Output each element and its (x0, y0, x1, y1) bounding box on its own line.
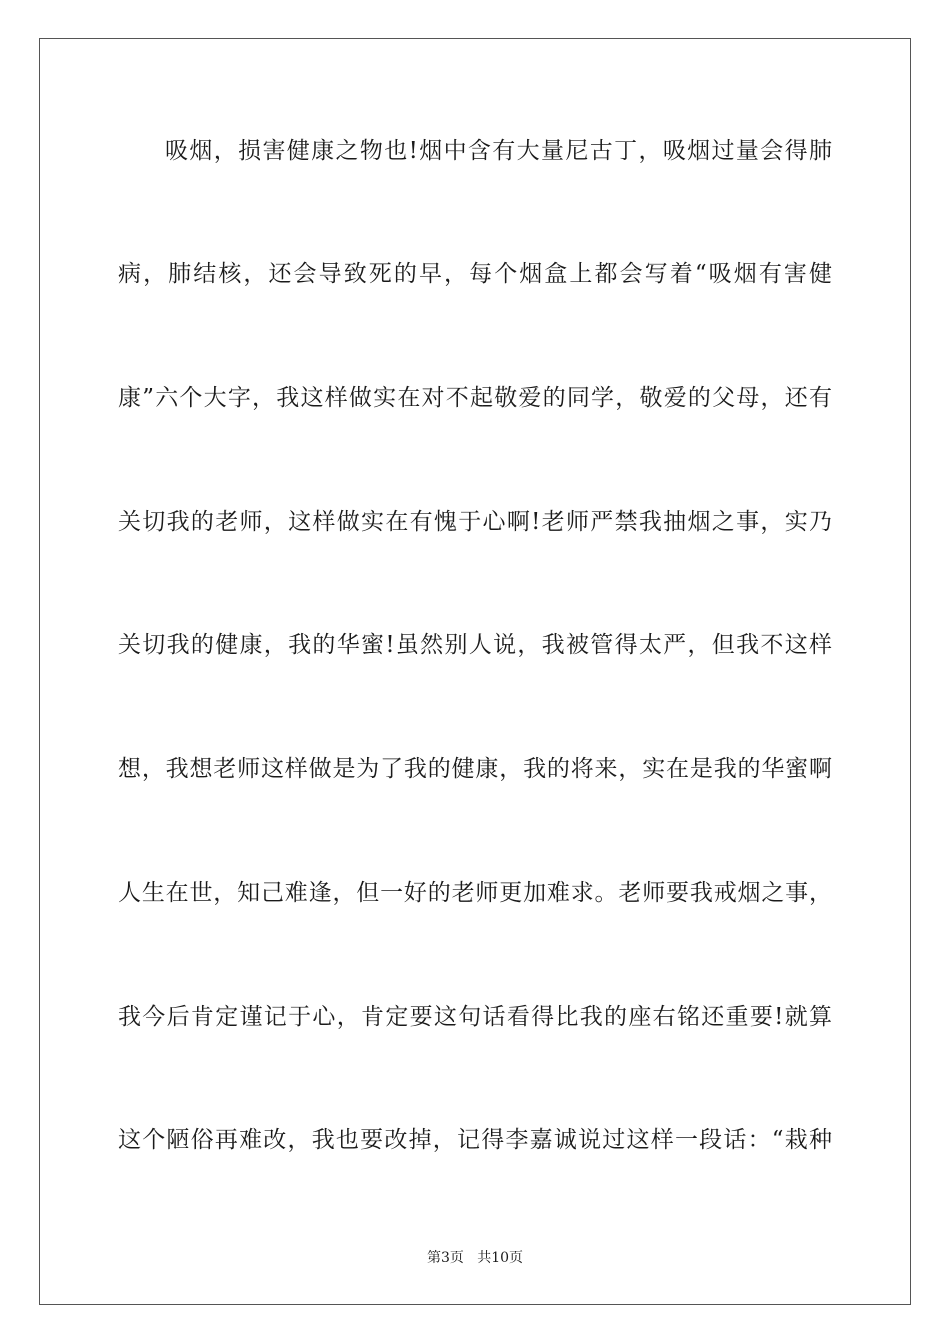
body-line-7: 人生在世，知己难逢，但一好的老师更加难求。老师要我戒烟之事， (118, 880, 832, 906)
body-line-9: 这个陋俗再难改，我也要改掉，记得李嘉诚说过这样一段话：“栽种 (118, 1127, 832, 1153)
page-number-footer: 第3页 共10页 (426, 1250, 524, 1266)
page-frame (39, 38, 911, 1305)
body-line-8: 我今后肯定谨记于心，肯定要这句话看得比我的座右铭还重要!就算 (118, 1004, 832, 1030)
body-line-1: 吸烟，损害健康之物也!烟中含有大量尼古丁，吸烟过量会得肺 (165, 138, 832, 164)
body-line-5: 关切我的健康，我的华蜜!虽然别人说，我被管得太严，但我不这样 (118, 632, 832, 658)
body-line-4: 关切我的老师，这样做实在有愧于心啊!老师严禁我抽烟之事，实乃 (118, 509, 832, 535)
body-line-3: 康”六个大字，我这样做实在对不起敬爱的同学，敬爱的父母，还有 (118, 385, 832, 411)
body-line-6: 想，我想老师这样做是为了我的健康，我的将来，实在是我的华蜜啊 (118, 756, 832, 782)
body-line-2: 病，肺结核，还会导致死的早，每个烟盒上都会写着“吸烟有害健 (118, 261, 832, 287)
